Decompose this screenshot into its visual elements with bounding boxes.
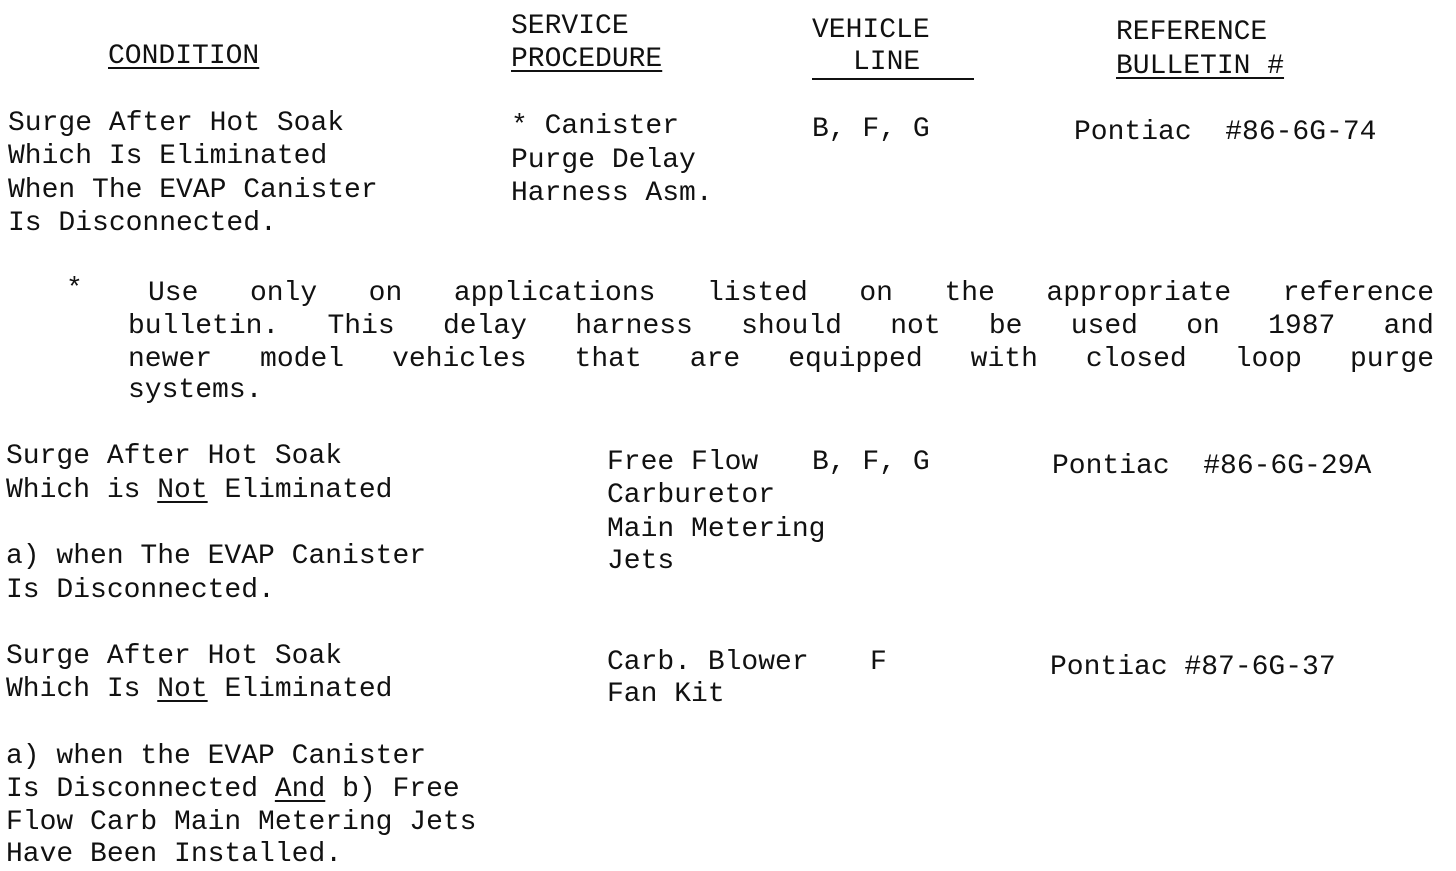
row2-procedure-line4: Jets (607, 546, 675, 577)
footnote-line3: newer model vehicles that are equipped with closed loop purge (128, 344, 1434, 375)
header-reference-line2: BULLETIN # (1116, 51, 1285, 82)
header-condition: CONDITION (108, 41, 260, 72)
row1-procedure-line1: * Canister (511, 111, 680, 142)
row3-procedure-line2: Fan Kit (607, 679, 725, 710)
header-vehicle-underline (812, 78, 974, 80)
row2-vehicle: B, F, G (812, 447, 930, 478)
row3-reference: Pontiac #87-6G-37 (1050, 652, 1336, 683)
row2-reference: Pontiac #86-6G-29A (1052, 451, 1372, 482)
footnote-marker: * (66, 274, 83, 305)
row1-condition-line3: When The EVAP Canister (8, 175, 378, 206)
row2-condition-line1: Surge After Hot Soak (6, 441, 343, 472)
row2-procedure-line2: Carburetor (607, 480, 776, 511)
row3-condition-line3: a) when the EVAP Canister (6, 741, 427, 772)
row2-condition-line3: a) when The EVAP Canister (6, 541, 427, 572)
row2-condition-line2: Which is Not Eliminated (6, 475, 393, 506)
row3-condition-line1: Surge After Hot Soak (6, 641, 343, 672)
footnote-line1: Use only on applications listed on the appropriate reference (148, 278, 1434, 309)
row1-condition-line4: Is Disconnected. (8, 208, 277, 239)
row3-condition-line6: Have Been Installed. (6, 839, 343, 870)
header-vehicle-line1: VEHICLE (812, 15, 930, 46)
row3-condition-line5: Flow Carb Main Metering Jets (6, 807, 477, 838)
footnote-line4: systems. (128, 375, 263, 406)
row2-procedure-line1: Free Flow (607, 447, 759, 478)
header-service-line2: PROCEDURE (511, 44, 663, 75)
header-reference-line1: REFERENCE (1116, 17, 1268, 48)
footnote-line2: bulletin. This delay harness should not be used on 1987 and (128, 311, 1434, 342)
row1-condition-line2: Which Is Eliminated (8, 141, 328, 172)
row1-procedure-line2: Purge Delay (511, 145, 696, 176)
row3-condition-line2: Which Is Not Eliminated (6, 674, 393, 705)
row3-condition-line4: Is Disconnected And b) Free (6, 774, 460, 805)
row1-procedure-line3: Harness Asm. (511, 178, 713, 209)
header-vehicle-line2: LINE (853, 47, 921, 78)
row1-reference: Pontiac #86-6G-74 (1074, 117, 1377, 148)
row2-condition-line4: Is Disconnected. (6, 575, 275, 606)
row3-procedure-line1: Carb. Blower (607, 647, 809, 678)
row1-condition-line1: Surge After Hot Soak (8, 108, 345, 139)
row3-vehicle: F (870, 647, 887, 678)
header-service-line1: SERVICE (511, 11, 629, 42)
row1-vehicle: B, F, G (812, 114, 930, 145)
row2-procedure-line3: Main Metering (607, 514, 826, 545)
